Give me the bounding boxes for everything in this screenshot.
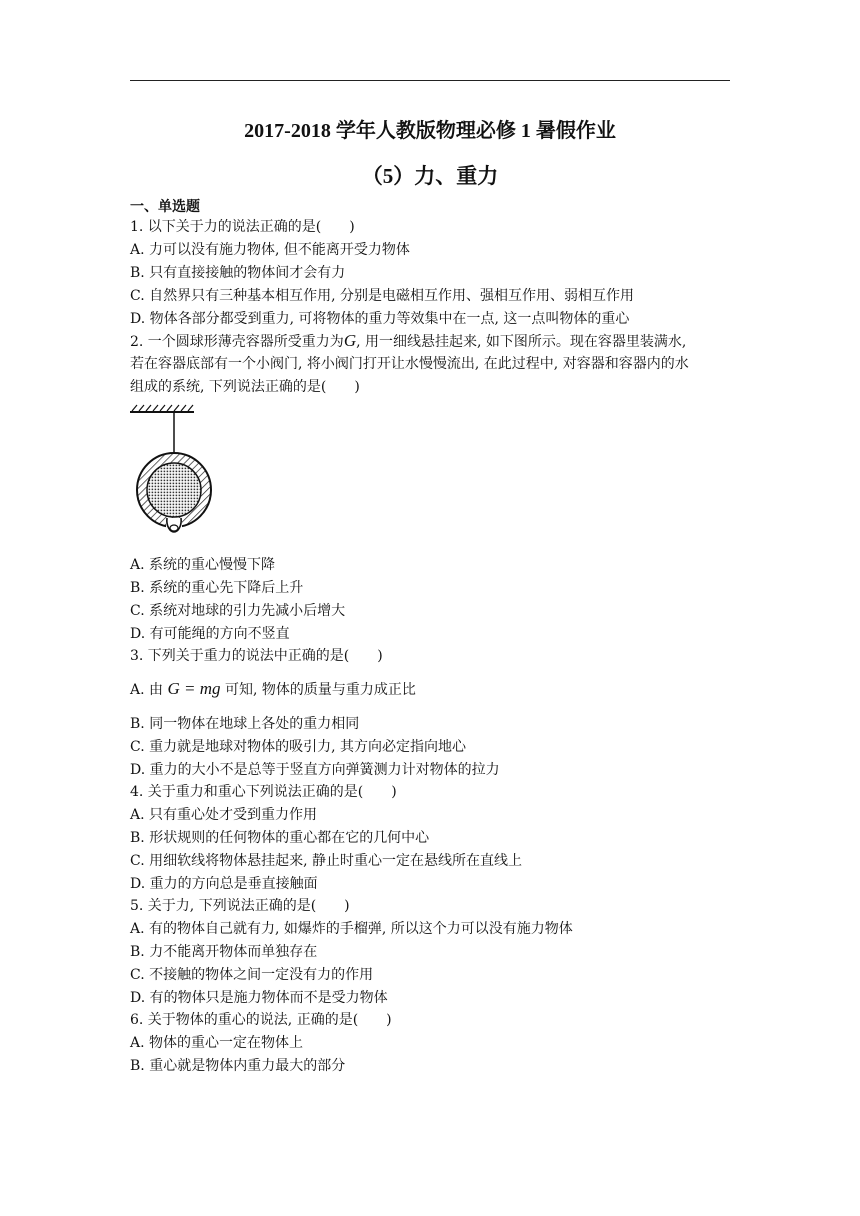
question-6-option-b: B. 重心就是物体内重力最大的部分 bbox=[130, 1058, 346, 1074]
question-5-stem: 5. 关于力, 下列说法正确的是( ) bbox=[130, 898, 350, 914]
question-4-option-b: B. 形状规则的任何物体的重心都在它的几何中心 bbox=[130, 830, 430, 846]
document-subtitle: （5）力、重力 bbox=[361, 164, 499, 188]
question-3-option-c: C. 重力就是地球对物体的吸引力, 其方向必定指向地心 bbox=[130, 739, 467, 755]
question-3-option-b: B. 同一物体在地球上各处的重力相同 bbox=[130, 716, 360, 732]
question-2-option-b: B. 系统的重心先下降后上升 bbox=[130, 580, 304, 596]
header-rule bbox=[130, 80, 730, 81]
question-3-option-a-post: 可知, 物体的质量与重力成正比 bbox=[224, 682, 416, 698]
question-6-option-a: A. 物体的重心一定在物体上 bbox=[130, 1035, 304, 1051]
question-2-stem-line-2: 若在容器底部有一个小阀门, 将小阀门打开让水慢慢流出, 在此过程中, 对容器和容器内的水 bbox=[130, 356, 689, 372]
question-5-option-c: C. 不接触的物体之间一定没有力的作用 bbox=[130, 967, 374, 983]
question-2-stem-pre: 2. 一个圆球形薄壳容器所受重力为 bbox=[130, 334, 344, 350]
question-1-option-c: C. 自然界只有三种基本相互作用, 分别是电磁相互作用、强相互作用、弱相互作用 bbox=[130, 288, 635, 304]
question-1-stem: 1. 以下关于力的说法正确的是( ) bbox=[130, 219, 355, 235]
question-4-option-c: C. 用细软线将物体悬挂起来, 静止时重心一定在悬线所在直线上 bbox=[130, 853, 523, 869]
question-3-option-a bbox=[130, 679, 416, 700]
water-icon bbox=[147, 463, 201, 517]
gravity-formula: G = mg bbox=[167, 679, 221, 698]
question-5-option-b: B. 力不能离开物体而单独存在 bbox=[130, 944, 318, 960]
gravity-symbol: G bbox=[343, 331, 357, 350]
document-title: 2017-2018 学年人教版物理必修 1 暑假作业 bbox=[244, 120, 616, 142]
question-2-stem-line-1 bbox=[130, 331, 686, 352]
question-3-stem: 3. 下列关于重力的说法中正确的是( ) bbox=[130, 648, 383, 664]
ceiling-icon bbox=[130, 405, 194, 412]
question-1-option-d: D. 物体各部分都受到重力, 可将物体的重力等效集中在一点, 这一点叫物体的重心 bbox=[130, 311, 630, 327]
section-heading: 一、单选题 bbox=[130, 199, 200, 215]
question-4-option-d: D. 重力的方向总是垂直接触面 bbox=[130, 876, 318, 892]
question-6-stem: 6. 关于物体的重心的说法, 正确的是( ) bbox=[130, 1012, 392, 1028]
question-2-stem-line-3: 组成的系统, 下列说法正确的是( ) bbox=[130, 379, 360, 395]
hanging-sphere-figure bbox=[130, 404, 220, 544]
question-1-option-b: B. 只有直接接触的物体间才会有力 bbox=[130, 265, 346, 281]
question-4-option-a: A. 只有重心处才受到重力作用 bbox=[130, 807, 318, 823]
question-1-option-a: A. 力可以没有施力物体, 但不能离开受力物体 bbox=[130, 242, 410, 258]
question-2-option-d: D. 有可能绳的方向不竖直 bbox=[130, 626, 290, 642]
question-4-stem: 4. 关于重力和重心下列说法正确的是( ) bbox=[130, 784, 397, 800]
question-3-option-d: D. 重力的大小不是总等于竖直方向弹簧测力计对物体的拉力 bbox=[130, 762, 500, 778]
question-2-option-c: C. 系统对地球的引力先减小后增大 bbox=[130, 603, 346, 619]
question-2-option-a: A. 系统的重心慢慢下降 bbox=[130, 557, 276, 573]
question-2-stem-post: , 用一细线悬挂起来, 如下图所示。现在容器里装满水, bbox=[356, 334, 687, 350]
question-5-option-d: D. 有的物体只是施力物体而不是受力物体 bbox=[130, 990, 388, 1006]
question-3-option-a-pre: A. 由 bbox=[130, 682, 164, 698]
question-5-option-a: A. 有的物体自己就有力, 如爆炸的手榴弹, 所以这个力可以没有施力物体 bbox=[130, 921, 573, 937]
valve-icon bbox=[166, 518, 182, 532]
